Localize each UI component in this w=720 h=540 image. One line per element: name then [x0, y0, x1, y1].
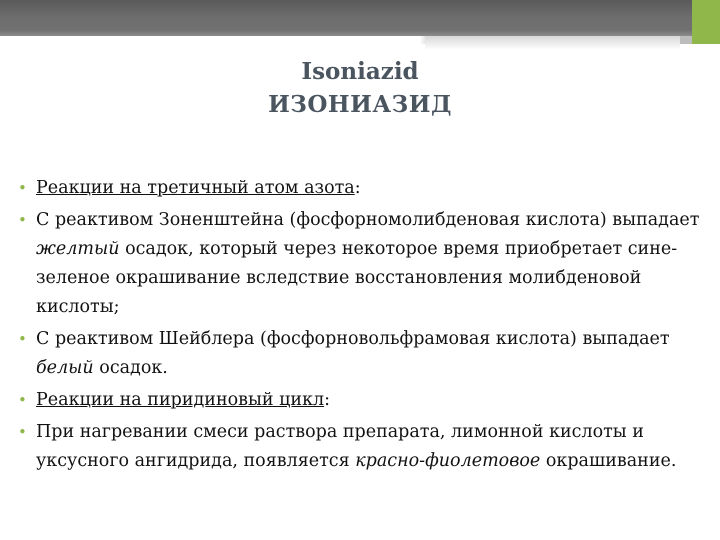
bullet-icon: • [18, 211, 27, 229]
heading-colon: : [354, 178, 361, 198]
bullet-text: С реактивом Шейблера (фосфорновольфрамовая кислота) выпадает [36, 329, 670, 349]
bullet-item [18, 418, 708, 476]
header-strip-shadow [425, 36, 680, 50]
title-latin: Isoniazid [301, 58, 419, 85]
bullet-emphasis: белый [36, 358, 94, 378]
section-heading: Реакции на третичный атом азота [36, 178, 355, 198]
bullet-icon: • [18, 179, 27, 197]
bullet-icon: • [18, 330, 27, 348]
bullet-text: осадок, который через некоторое время приобретает сине-зеленое окрашивание вследствие восстановления молибденовой кислоты; [36, 239, 678, 317]
bullet-text: осадок. [93, 358, 168, 378]
bullet-icon: • [18, 391, 27, 409]
bullet-item [18, 174, 708, 203]
bullet-icon: • [18, 423, 27, 441]
bullet-emphasis: красно-фиолетовое [355, 451, 541, 471]
bullet-item [18, 206, 708, 322]
bullet-emphasis: желтый [36, 239, 120, 259]
bullet-text: окрашивание. [540, 451, 677, 471]
title-russian: ИЗОНИАЗИД [268, 91, 452, 118]
slide-title [0, 56, 720, 122]
bullet-item [18, 386, 708, 415]
bullet-text: При нагревании смеси раствора препарата, лимонной кислоты и уксусного ангидрида, появляется [36, 422, 644, 471]
heading-colon: : [324, 390, 331, 410]
accent-block [692, 0, 720, 44]
bullet-list [18, 174, 708, 479]
bullet-item [18, 325, 708, 383]
bullet-text: С реактивом Зоненштейна (фосфорномолибденовая кислота) выпадает [36, 210, 700, 230]
top-header-bar [0, 0, 720, 36]
section-heading: Реакции на пиридиновый цикл [36, 390, 325, 410]
